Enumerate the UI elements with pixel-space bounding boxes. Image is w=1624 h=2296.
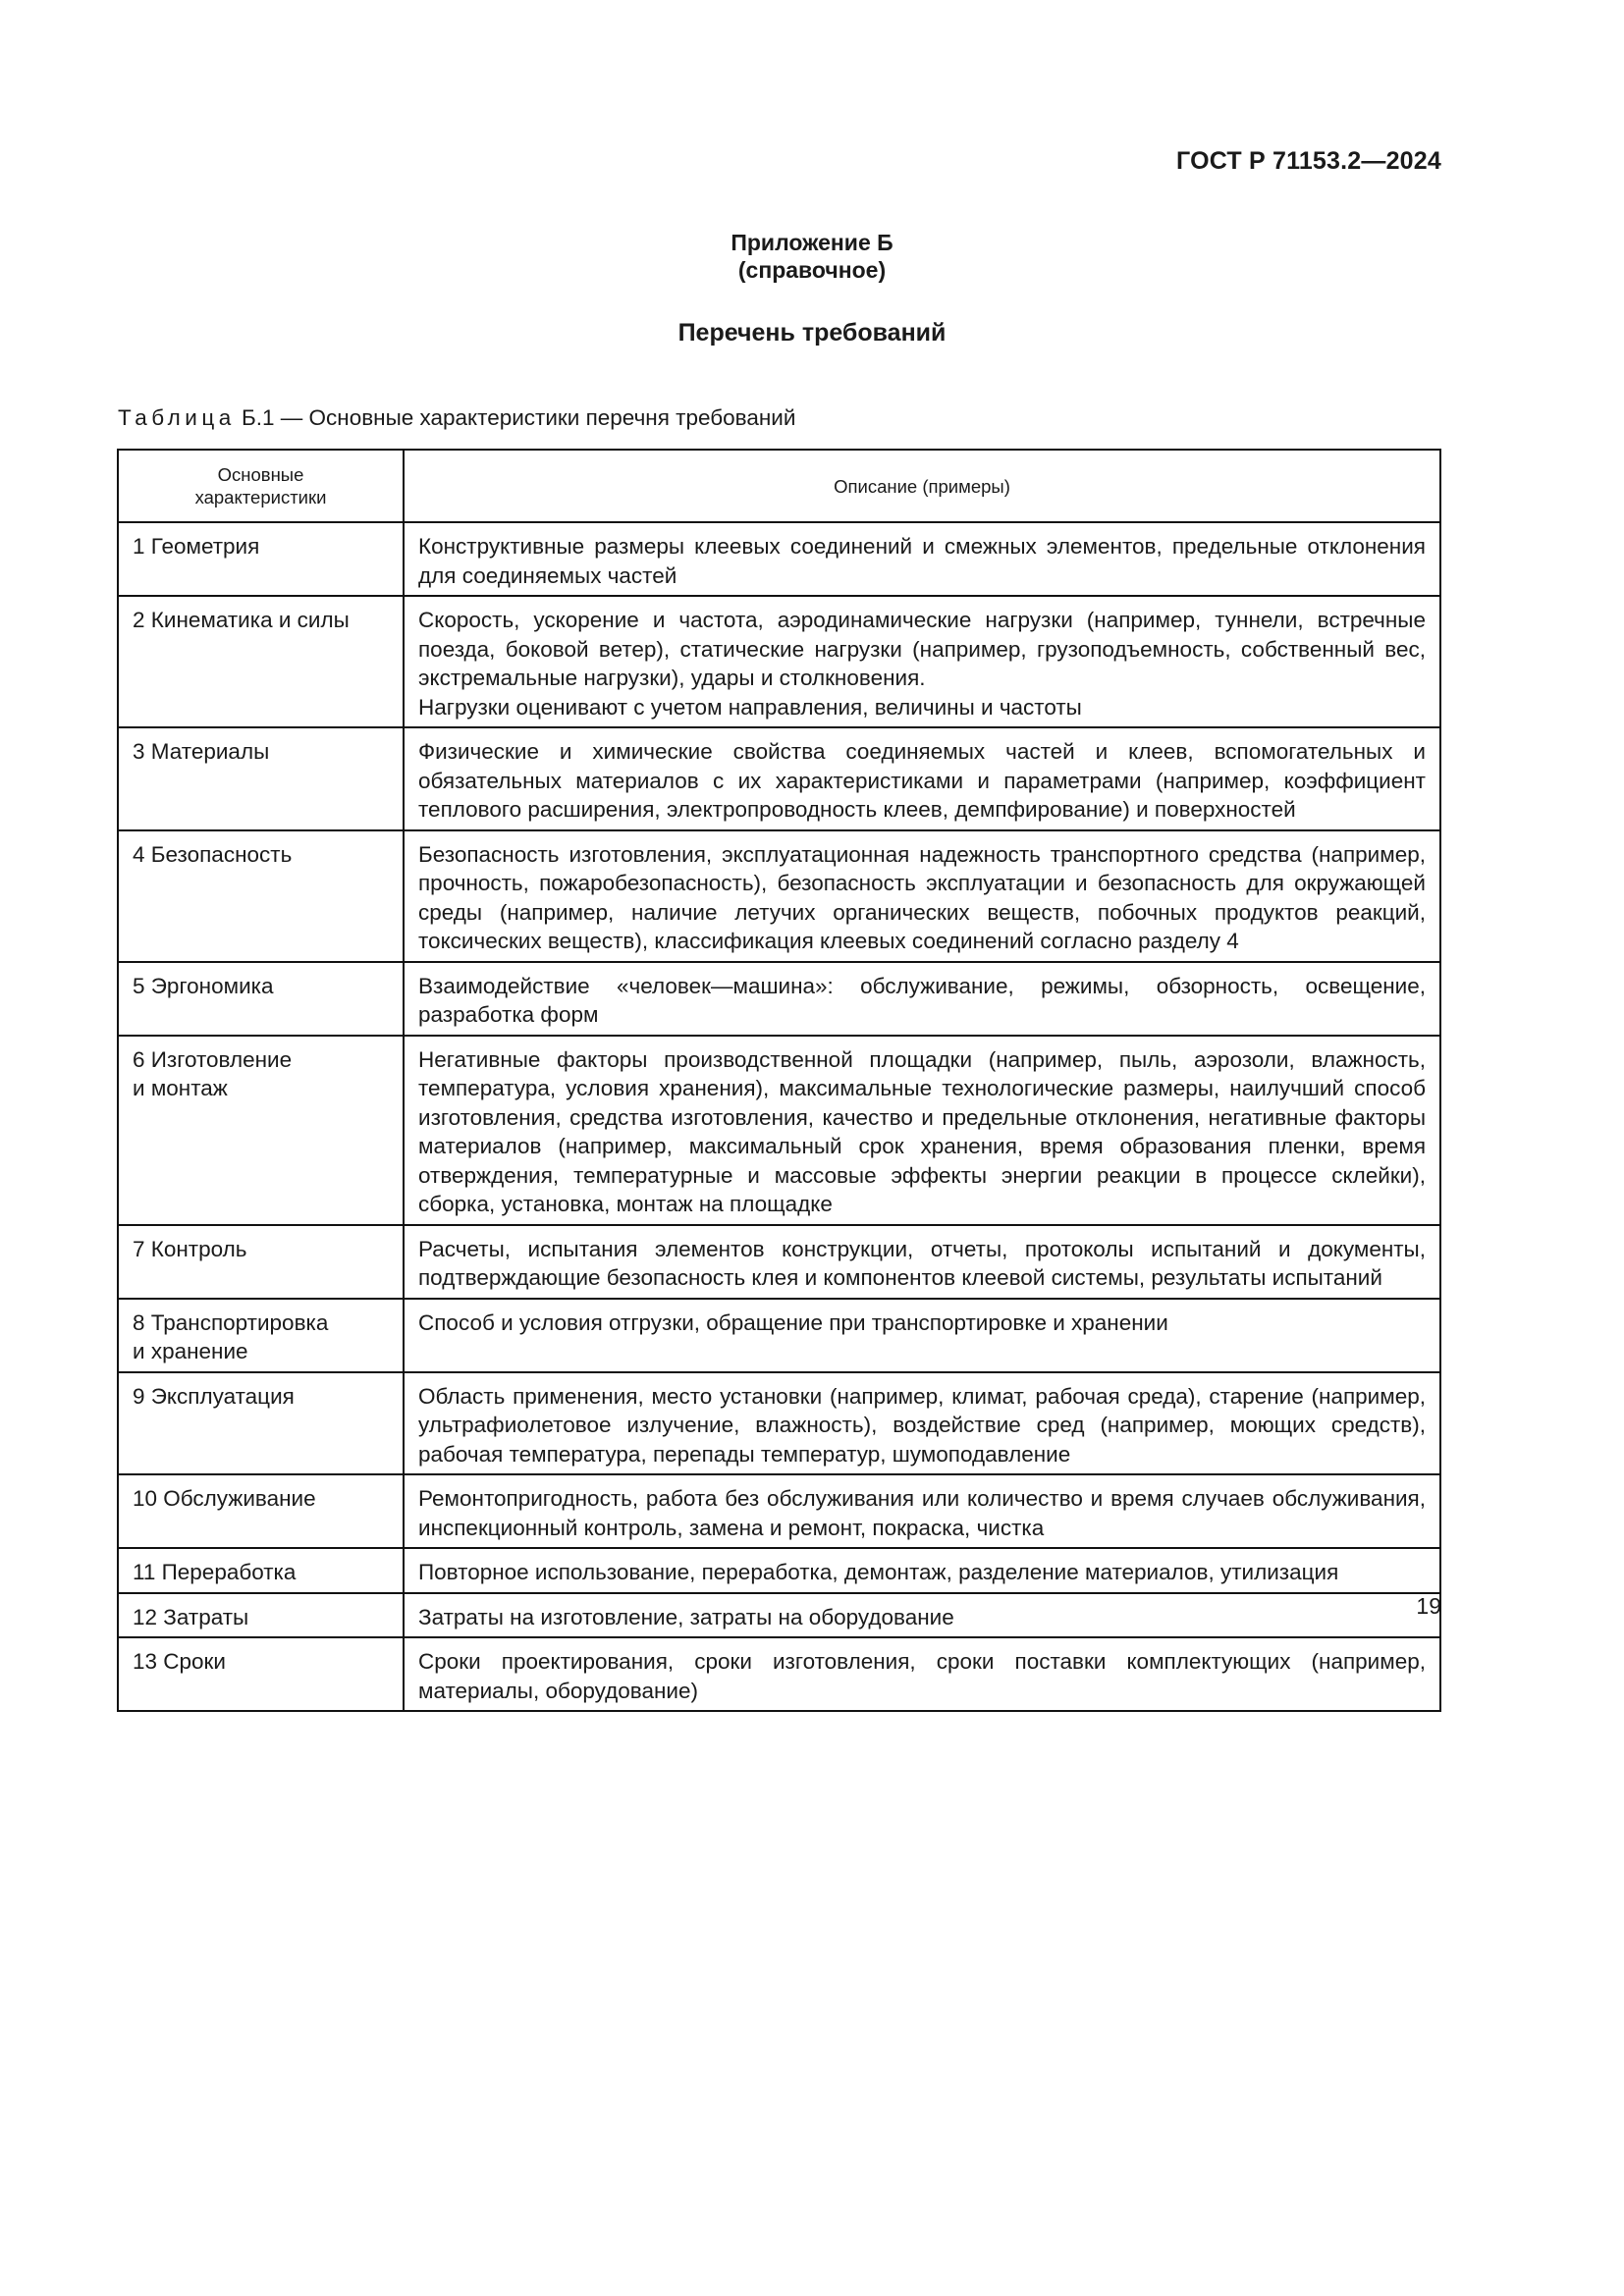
table-row: [118, 727, 1440, 830]
table-row: [118, 1036, 1440, 1225]
description-cell: Область применения, место установки (например, климат, рабочая среда), старение (например, ультрафиолетовое излучение, влажность), воздействие сред (например, моющих средств), рабочая температура, перепады температур, шумоподавление: [404, 1372, 1440, 1475]
table-row: [118, 1548, 1440, 1593]
characteristic-cell: 8 Транспортировка и хранение: [118, 1299, 404, 1372]
table-row: [118, 522, 1440, 596]
characteristic-cell: 5 Эргономика: [118, 962, 404, 1036]
description-cell: Взаимодействие «человек—машина»: обслуживание, режимы, обзорность, освещение, разработка форм: [404, 962, 1440, 1036]
table-row: [118, 1225, 1440, 1299]
description-cell: Затраты на изготовление, затраты на оборудование: [404, 1593, 1440, 1638]
column-header-characteristics: Основные характеристики: [118, 450, 404, 522]
description-cell: Безопасность изготовления, эксплуатационная надежность транспортного средства (например, прочность, пожаробезопасность), безопасность эксплуатации и безопасность для окружающей среды (например, наличие летучих органических веществ, побочных продуктов реакций, токсических веществ), классификация клеевых соединений согласно разделу 4: [404, 830, 1440, 962]
table-header-row: [118, 450, 1440, 522]
description-cell: Способ и условия отгрузки, обращение при транспортировке и хранении: [404, 1299, 1440, 1372]
standard-code: ГОСТ Р 71153.2—2024: [1176, 147, 1441, 175]
description-cell: Негативные факторы производственной площадки (например, пыль, аэрозоли, влажность, температура, условия хранения), максимальные технологические размеры, наилучший способ изготовления, средства изготовления, качество и предельные отклонения, негативные факторы материалов (например, максимальный срок хранения, время образования пленки, время отверждения, температурные и массовые эффекты энергии реакции в процессе склейки), сборка, установка, монтаж на площадке: [404, 1036, 1440, 1225]
characteristic-cell: 7 Контроль: [118, 1225, 404, 1299]
appendix-heading: [0, 229, 1624, 284]
table-row: [118, 830, 1440, 962]
description-cell: Конструктивные размеры клеевых соединений и смежных элементов, предельные отклонения для соединяемых частей: [404, 522, 1440, 596]
characteristic-cell: 10 Обслуживание: [118, 1474, 404, 1548]
table-row: [118, 962, 1440, 1036]
table-row: [118, 1593, 1440, 1638]
table-row: [118, 1299, 1440, 1372]
description-cell: Расчеты, испытания элементов конструкции, отчеты, протоколы испытаний и документы, подтверждающие безопасность клея и компонентов клеевой системы, результаты испытаний: [404, 1225, 1440, 1299]
characteristic-cell: 3 Материалы: [118, 727, 404, 830]
characteristic-cell: 12 Затраты: [118, 1593, 404, 1638]
description-cell: Сроки проектирования, сроки изготовления, сроки поставки комплектующих (например, материалы, оборудование): [404, 1637, 1440, 1711]
characteristic-cell: 2 Кинематика и силы: [118, 596, 404, 727]
table-caption-prefix: Таблица: [118, 405, 236, 430]
description-cell: Скорость, ускорение и частота, аэродинамические нагрузки (например, туннели, встречные поезда, боковой ветер), статические нагрузки (например, грузоподъемность, собственный вес, экстремальные нагрузки), удары и столкновения. Нагрузки оценивают с учетом направления, величины и частоты: [404, 596, 1440, 727]
characteristic-cell: 9 Эксплуатация: [118, 1372, 404, 1475]
characteristic-cell: 13 Сроки: [118, 1637, 404, 1711]
table-caption: [118, 405, 795, 431]
column-header-description: Описание (примеры): [404, 450, 1440, 522]
table-row: [118, 1372, 1440, 1475]
table-caption-text: Б.1 — Основные характеристики перечня требований: [235, 405, 796, 430]
description-cell: Физические и химические свойства соединяемых частей и клеев, вспомогательных и обязательных материалов с их характеристиками и параметрами (например, коэффициент теплового расширения, электропроводность клеев, демпфирование) и поверхностей: [404, 727, 1440, 830]
characteristic-cell: 4 Безопасность: [118, 830, 404, 962]
description-cell: Ремонтопригодность, работа без обслуживания или количество и время случаев обслуживания, инспекционный контроль, замена и ремонт, покраска, чистка: [404, 1474, 1440, 1548]
table-row: [118, 596, 1440, 727]
description-cell: Повторное использование, переработка, демонтаж, разделение материалов, утилизация: [404, 1548, 1440, 1593]
appendix-note: (справочное): [737, 257, 887, 283]
appendix-title: Приложение Б: [731, 230, 893, 255]
section-title: Перечень требований: [677, 319, 947, 347]
table-row: [118, 1474, 1440, 1548]
requirements-table: [117, 449, 1441, 1712]
characteristic-cell: 1 Геометрия: [118, 522, 404, 596]
characteristic-cell: 6 Изготовление и монтаж: [118, 1036, 404, 1225]
table-row: [118, 1637, 1440, 1711]
page-number: 19: [1416, 1593, 1441, 1619]
characteristic-cell: 11 Переработка: [118, 1548, 404, 1593]
